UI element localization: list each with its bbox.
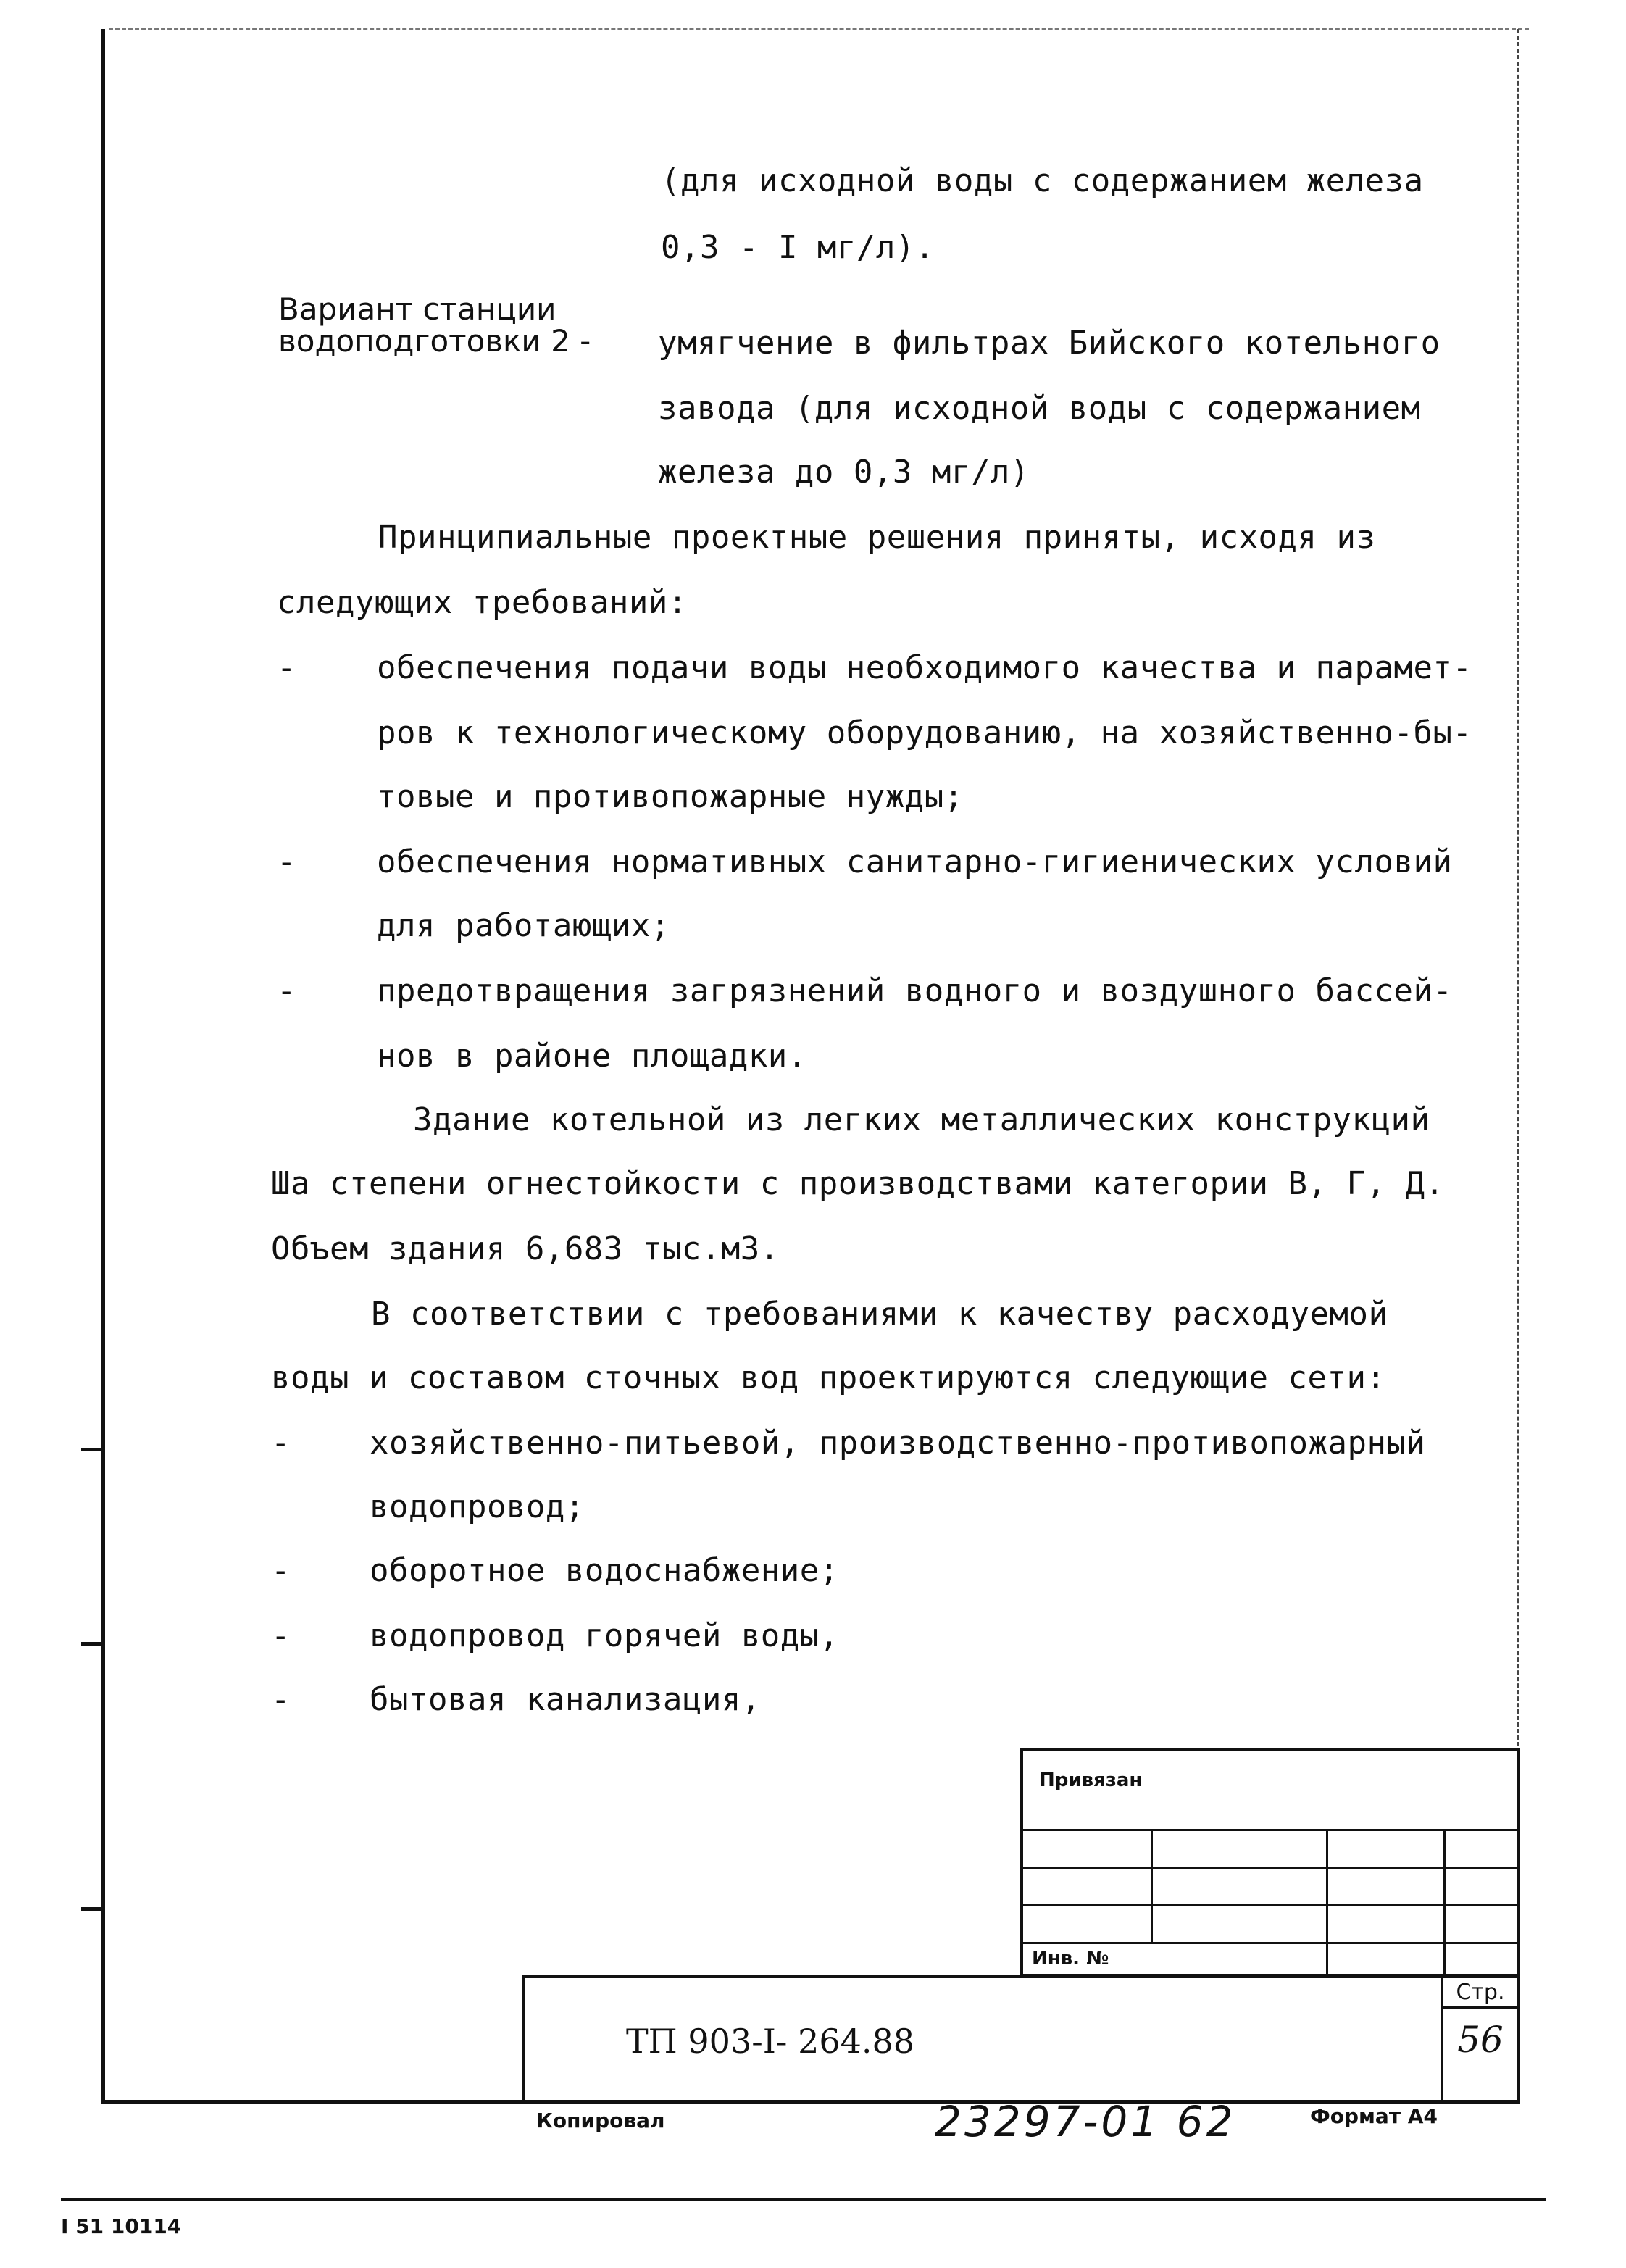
page-label: Стр. (1443, 1978, 1517, 2009)
grid-rule (1443, 1829, 1446, 1980)
footer-code: I 51 10114 (61, 2214, 182, 2238)
title-block (522, 1975, 1520, 2103)
text-line: завода (для исходной воды с содержанием (658, 390, 1421, 427)
list-item: товые и противопожарные нужды; (377, 778, 964, 815)
approval-grid (1020, 1748, 1520, 1977)
paragraph-line: Здание котельной из легких металлических конструкций (413, 1101, 1430, 1138)
document-designation: ТП 903-I- 264.88 (626, 2022, 915, 2061)
frame-top-border (109, 28, 1529, 30)
list-item: ров к технологическому оборудованию, на хозяйственно-бы- (377, 714, 1472, 751)
margin-tick (81, 1642, 104, 1646)
list-item: обеспечения подачи воды необходимого качества и парамет- (377, 649, 1472, 686)
copied-by-label: Копировал (536, 2109, 665, 2132)
bound-label: Привязан (1039, 1769, 1143, 1791)
list-item: бытовая канализация, (370, 1681, 761, 1718)
paragraph-line: В соответствии с требованиями к качеству расходуемой (371, 1296, 1388, 1333)
margin-tick (81, 1448, 104, 1451)
handwritten-number: 23297-01 62 (935, 2097, 1236, 2146)
footer-rule (61, 2198, 1546, 2201)
inventory-number-label: Инв. № (1032, 1948, 1109, 1969)
text-line: (для исходной воды с содержанием железа (661, 162, 1424, 199)
list-item: предотвращения загрязнений водного и воздушного бассей- (377, 972, 1453, 1009)
margin-tick (81, 1907, 104, 1911)
list-item: для работающих; (377, 907, 670, 944)
list-item: водопровод горячей воды, (370, 1617, 839, 1654)
list-item: оборотное водоснабжение; (370, 1552, 839, 1589)
list-bullet: - (271, 1681, 291, 1718)
variant-label: водоподготовки 2 - (278, 323, 591, 359)
paragraph-line: Объем здания 6,683 тыс.м3. (271, 1230, 780, 1267)
list-item: хозяйственно-питьевой, производственно-противопожарный (370, 1425, 1426, 1462)
paragraph-line: Принципиальные проектные решения приняты, исходя из (378, 519, 1376, 556)
frame-left-border (101, 29, 105, 2101)
grid-rule (1326, 1829, 1328, 1980)
text-line: 0,3 - I мг/л). (661, 229, 935, 266)
paragraph-line: воды и составом сточных вод проектируются следующие сети: (271, 1359, 1386, 1396)
format-label: Формат А4 (1310, 2104, 1438, 2128)
page-number-box (1441, 1978, 1517, 2100)
text-line: умягчение в фильтрах Бийского котельного (658, 325, 1441, 362)
frame-right-border (1517, 29, 1519, 1746)
list-bullet: - (271, 1552, 291, 1589)
list-item: нов в районе площадки. (377, 1038, 807, 1075)
list-item: водопровод; (370, 1488, 585, 1525)
grid-rule (1151, 1829, 1153, 1942)
list-bullet: - (277, 972, 296, 1009)
list-item: обеспечения нормативных санитарно-гигиенических условий (377, 843, 1453, 880)
list-bullet: - (271, 1617, 291, 1654)
variant-label: Вариант станции (278, 291, 556, 327)
page-number: 56 (1457, 2019, 1504, 2061)
text-line: железа до 0,3 мг/л) (658, 454, 1030, 491)
list-bullet: - (271, 1425, 291, 1462)
list-bullet: - (277, 843, 296, 880)
list-bullet: - (277, 649, 296, 686)
paragraph-line: Ша степени огнестойкости с производствами категории В, Г, Д. (271, 1165, 1445, 1202)
paragraph-line: следующих требований: (277, 584, 688, 621)
